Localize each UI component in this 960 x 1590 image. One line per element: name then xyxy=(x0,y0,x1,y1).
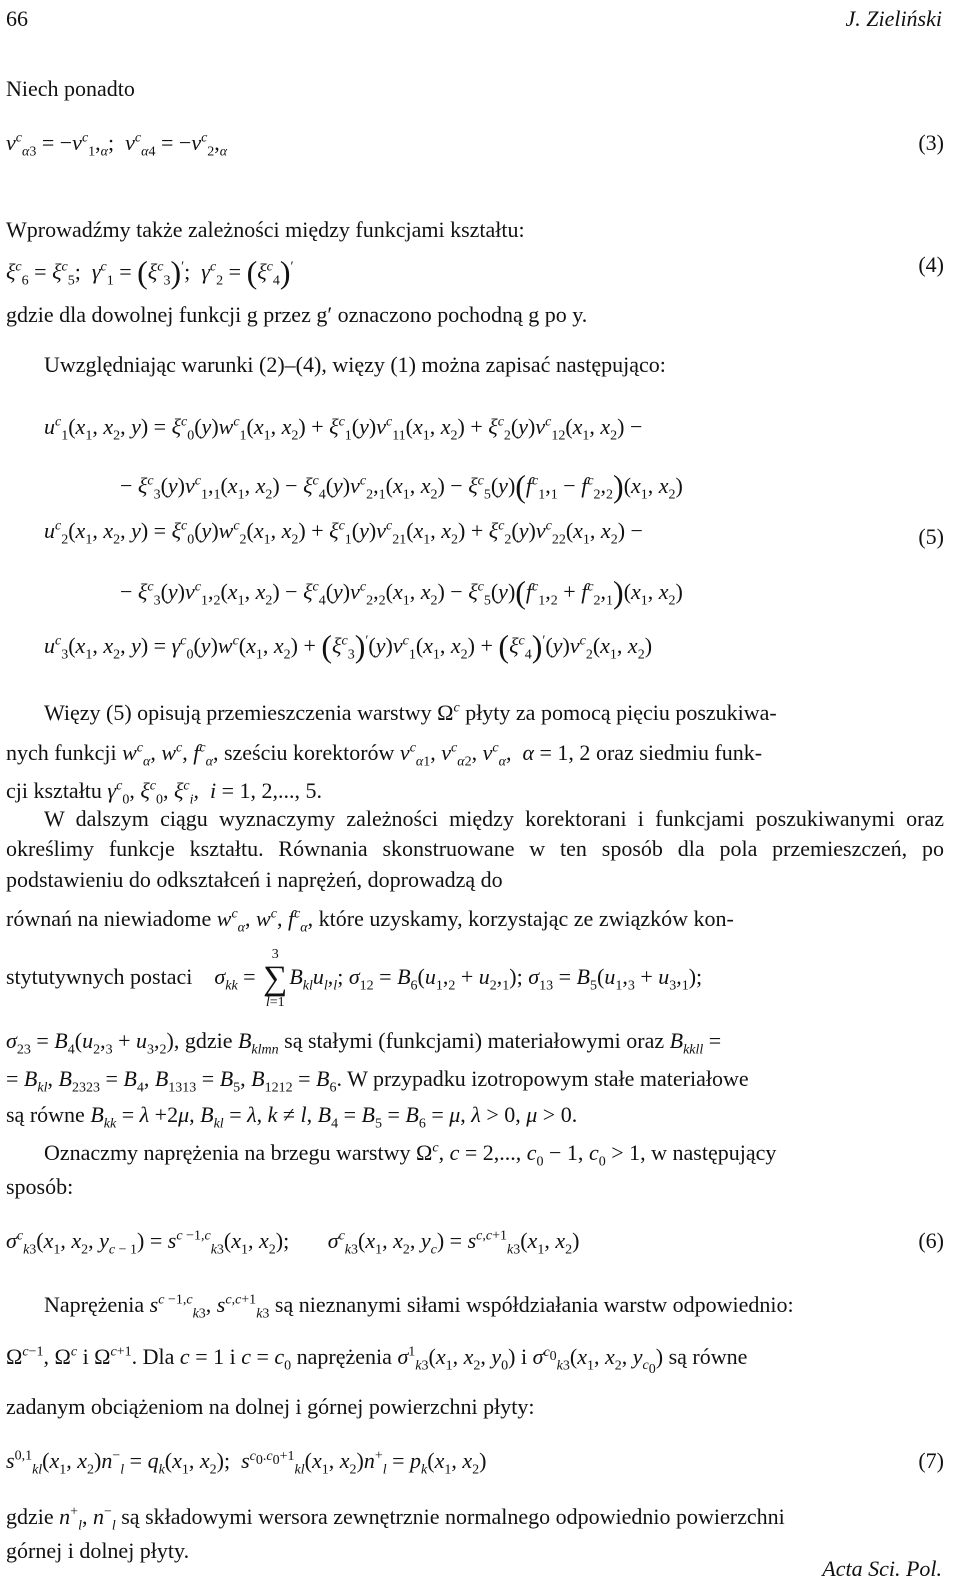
equation-5-line-2: − $\xi^c_3(y)v^c_1,_1(x_1$, $x_2) - \xi^c_4(y)v^c_2,_1(x_1$, $x_2) - \xi^c_5(y)(f^c_1,_1 - f^c_2,_2)(x_1$, $x_2$) xyxy=(120,468,683,504)
equation-number-6: (6) xyxy=(918,1228,944,1253)
equation-7: $s^{0,1}_{kl}(x_1$, $x_2)n^-_l = q_k(x_1$, $x_2$); $s^{c_0.c_0+1}_{kl}(x_1$, $x_2)n^+_l = p_k(x_1$, $x_2$) xyxy=(6,1448,487,1478)
paragraph-constitutive: stytutywnych postaci $\sigma_{kk} = 3$ ∑ $l=1B_{kl}u_l,_l$; $\sigma_{12} = B_6(u_1,_2 + u_2,_1)$; $\sigma_{13} = B_5(u_1,_3 + u_3,_1)$; xyxy=(6,947,703,1010)
paragraph-shape-functions: Wprowadźmy także zależności między funkcjami kształtu: xyxy=(6,217,525,242)
paragraph-eq5-description: Więzy (5) opisują przemieszczenia warstwy $\Omega^c$ płyty za pomocą pięciu poszukiwa- xyxy=(44,700,777,725)
equation-5-line-3: $u^c_2(x_1$, $x_2$, $y) = \xi^c_0(y)w^c_2(x_1$, $x_2) + \xi^c_1(y)v^c_{21}(x_1$, $x_2) + \xi^c_2(y)v^c_{22}(x_1$, $x_2$) − xyxy=(44,518,643,548)
equation-number-5: (5) xyxy=(918,524,944,549)
equation-6: $\sigma^c_{k3}(x_1$, $x_2$, $y_{c - 1}) = s^{c -1,c}_{k3}(x_1$, $x_2$); $\sigma^c_{k3}(x_1$, $x_2$, $y_c) = s^{c,c+1}_{k3}(x_1$, $x_2$) xyxy=(6,1228,580,1258)
summation-symbol: 3 ∑ l=1 xyxy=(263,947,288,1010)
paragraph-way: sposób: xyxy=(6,1174,74,1199)
page-number: 66 xyxy=(6,6,28,31)
paragraph-isotropic: są równe $B_{kk} = \lambda +2\mu$, $B_{kl} = \lambda$, k ≠ l, $B_4 = B_5 = B_6 = \mu$, λ > 0, μ > 0. xyxy=(6,1102,578,1132)
paragraph-plate-surfaces: górnej i dolnej płyty. xyxy=(6,1538,190,1563)
running-footer-journal: Acta Sci. Pol. xyxy=(822,1556,942,1581)
equation-number-7: (7) xyxy=(918,1448,944,1473)
equation-number-3: (3) xyxy=(918,130,944,155)
equation-number-4: (4) xyxy=(918,252,944,277)
equation-5-line-1: $u^c_1(x_1$, $x_2$, $y) = \xi^c_0(y)w^c_1(x_1$, $x_2) + \xi^c_1(y)v^c_{11}(x_1$, $x_2) + \xi^c_2(y)v^c_{12}(x_1$, $x_2$) − xyxy=(44,414,643,444)
equation-5-line-5: $u^c_3(x_1$, $x_2$, $y) = \gamma^c_0(y)w^c(x_1$, $x_2) + (\xi^c_3)'(y)v^c_1(x_1$, $x_2) + (\xi^c_4)'(y)v^c_2(x_1$, $x_2$) xyxy=(44,628,653,664)
paragraph-further: W dalszym ciągu wyznaczymy zależności między korektorani i funkcjami poszukiwanymi oraz określimy funkcje kształtu. Równania skonstruowane w ten sposób dla pola przemieszczeń, po podstawieniu do odkształceń i naprężeń, doprowadzą do xyxy=(6,806,944,892)
paragraph-material-symmetry: = $B_{kl}$, $B_{2323} = B_4$, $B_{1313} = B_5$, $B_{1212} = B_6$. W przypadku izotropowym stałe materiałowe xyxy=(6,1066,749,1096)
paragraph-layers: $\Omega^{c-1}$, $\Omega^c$ i $\Omega^{c+1}$. Dla c = 1 i $c = c_0$ naprężenia $\sigma^1_{k3}(x_1$, $x_2$, $y_0$) i $\sigma^{c_0}_{k3}(x_1$, $x_2$, $y_{c_0}$) są równe xyxy=(6,1344,748,1378)
paragraph-intro: Niech ponadto xyxy=(6,76,135,101)
paragraph-unknown-equations: równań na niewiadome $w^c_\alpha$, $w^c$, $f^c_\alpha$, które uzyskamy, korzystając ze związków kon- xyxy=(6,906,734,936)
paragraph-unknowns: nych funkcji $w^c_\alpha$, $w^c$, $f^c_\alpha$, sześciu korektorów $v^c_{\alpha 1}$, $v^c_{\alpha 2}$, $v^c_\alpha$, α = 1, 2 oraz siedmiu funk- xyxy=(6,740,763,770)
equation-5-line-4: − $\xi^c_3(y)v^c_1,_2(x_1$, $x_2) - \xi^c_4(y)v^c_2,_2(x_1$, $x_2) - \xi^c_5(y)(f^c_1,_2 + f^c_2,_1)(x_1$, $x_2$) xyxy=(120,574,683,610)
running-header-author: J. Zieliński xyxy=(845,6,942,31)
paragraph-constraints: Uwzględniając warunki (2)–(4), więzy (1) można zapisać następująco: xyxy=(44,352,666,377)
paragraph-loads: zadanym obciążeniom na dolnej i górnej powierzchni płyty: xyxy=(6,1394,535,1419)
equation-4: $\xi^c_6 = \xi^c_5$; $\gamma^c_1 = (\xi^c_3)'$; $\gamma^c_2 = (\xi^c_4)'$ xyxy=(6,254,294,290)
paragraph-material-constants: $\sigma_{23} = B_4(u_2,_3 + u_3,_2)$, gdzie $B_{klmn}$ są stałymi (funkcjami) materiałowymi oraz $B_{kkll}$ = xyxy=(6,1028,722,1058)
paragraph-derivative-note: gdzie dla dowolnej funkcji g przez g′ oznaczono pochodną g po y. xyxy=(6,302,588,327)
paragraph-interaction-forces: Naprężenia $s^{c -1,c}_{k3}$, $s^{c,c+1}_{k3}$ są nieznanymi siłami współdziałania warstw odpowiednio: xyxy=(44,1292,794,1322)
paragraph-shape-list: cji kształtu $\gamma^c_0$, $\xi^c_0$, $\xi^c_i$, i = 1, 2,..., 5. xyxy=(6,778,323,808)
paragraph-boundary-stress: Oznaczmy naprężenia na brzegu warstwy $\Omega^c$, c = 2,..., $c_0 - 1$, $c_0 > 1$, w następujący xyxy=(44,1140,777,1170)
equation-3: $v^c_{\alpha 3} = -v^c_1,_\alpha$; $v^c_{\alpha 4} = -v^c_2,_\alpha$ xyxy=(6,130,228,160)
paragraph-normal-vector: gdzie $n^+_l$, $n^-_l$ są składowymi wersora zewnętrznie normalnego odpowiednio powierzchni xyxy=(6,1504,785,1534)
